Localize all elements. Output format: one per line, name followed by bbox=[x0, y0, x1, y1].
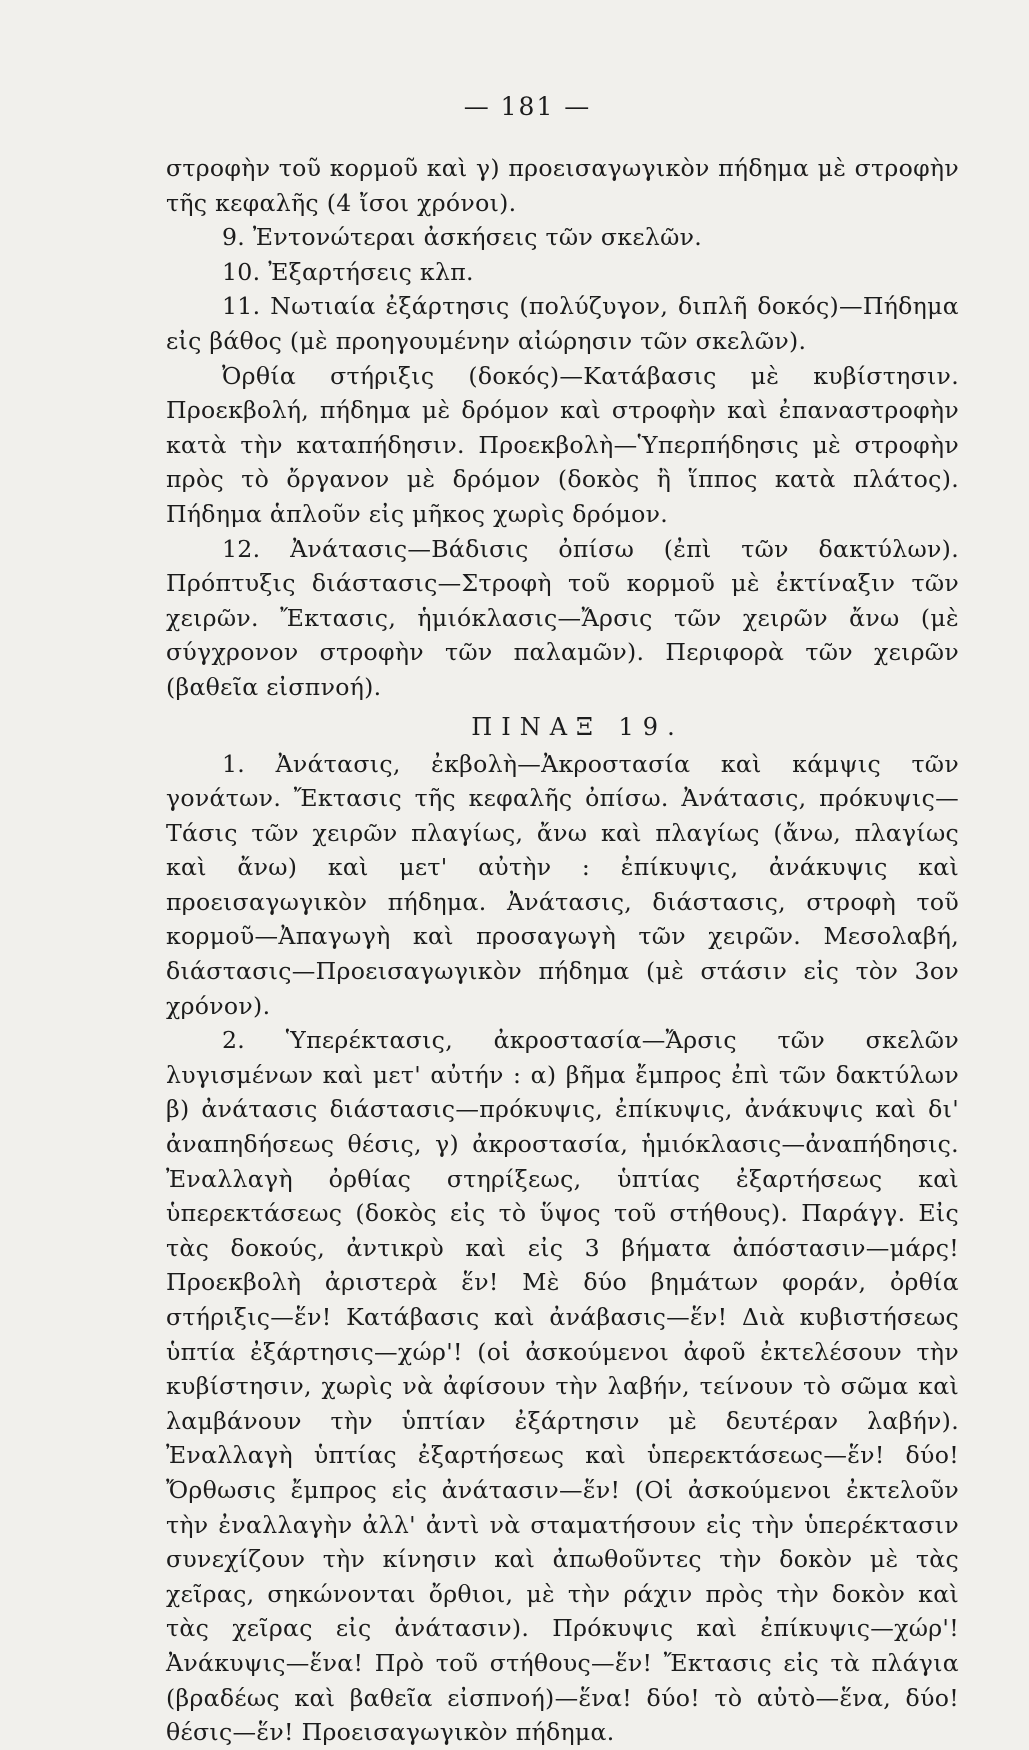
paragraph-item-11: 11. Νωτιαία ἐξάρτησις (πολύζυγον, διπλῆ δοκός)—Πήδημα εἰς βάθος (μὲ προηγουμένην αἰώρησιν τῶν σκελῶν). bbox=[166, 292, 959, 355]
table-heading: ΠΙΝΑΞ 19. bbox=[471, 712, 684, 741]
paragraph-item-12: 12. Ἀνάτασις—Βάδισις ὀπίσω (ἐπὶ τῶν δακτύλων). Πρόπτυξις διάστασις—Στροφὴ τοῦ κορμοῦ μὲ ἐκτίναξιν τῶν χειρῶν. Ἔκτασις, ἡμιόκλασις—Ἄρσις τῶν χειρῶν ἄνω (μὲ σύγχρονον στροφὴν τῶν παλαμῶν). Περιφορὰ τῶν χειρῶν (βαθεῖα εἰσπνοή). bbox=[166, 534, 959, 701]
paragraph-table-item-2: 2. Ὑπερέκτασις, ἀκροστασία—Ἄρσις τῶν σκελῶν λυγισμένων καὶ μετ' αὐτήν : α) βῆμα ἔμπρος ἐπὶ τῶν δακτύλων β) ἀνάτασις διάστασις—πρόκυψις, ἐπίκυψις, ἀνάκυψις καὶ δι' ἀναπηδήσεως θέσις, γ) ἀκροστασία, ἡμιόκλασις—ἀναπήδησις. Ἐναλλαγὴ ὀρθίας στηρίξεως, ὑπτίας ἐξαρτήσεως καὶ ὑπερεκτάσεως (δοκὸς εἰς τὸ ὕψος τοῦ στήθους). Παράγγ. Εἰς τὰς δοκούς, ἀντικρὺ καὶ εἰς 3 βήματα ἀπόστασιν—μάρς! Προεκβολὴ ἀριστερὰ ἕν! Μὲ δύο βημάτων φοράν, ὀρθία στήριξις—ἕν! Κατάβασις καὶ ἀνάβασις—ἕν! Διὰ κυβιστήσεως ὑπτία ἐξάρτησις—χώρ'! (οἱ ἀσκούμενοι ἀφοῦ ἐκτελέσουν τὴν κυβίστησιν, χωρὶς νὰ ἀφίσουν τὴν λαβήν, τείνουν τὸ σῶμα καὶ λαμβάνουν τὴν ὑπτίαν ἐξάρτησιν μὲ δευτέραν λαβήν). Ἐναλλαγὴ ὑπτίας ἐξαρτήσεως καὶ ὑπερεκτάσεως—ἕν! δύο! Ὄρθωσις ἔμπρος εἰς ἀνάτασιν—ἕν! (Οἱ ἀσκούμενοι ἐκτελοῦν τὴν ἐναλλαγὴν ἀλλ' ἀντὶ νὰ σταματήσουν εἰς τὴν ὑπερέκτασιν συνεχίζουν τὴν κίνησιν καὶ ἀπωθοῦντες τὴν δοκὸν μὲ τὰς χεῖρας, σηκώνονται ὄρθιοι, μὲ τὴν ράχιν πρὸς τὴν δοκὸν καὶ τὰς χεῖρας εἰς ἀνάτασιν). Πρόκυψις καὶ ἐπίκυψις—χώρ'! Ἀνάκυψις—ἕνα! Πρὸ τοῦ στήθους—ἕν! Ἔκτασις εἰς τὰ πλάγια (βραδέως καὶ βαθεῖα εἰσπνοή)—ἕνα! δύο! τὸ αὐτὸ—ἕνα, δύο! θέσις—ἕν! Προεισαγωγικὸν πήδημα. bbox=[166, 1026, 959, 1747]
paragraph-item-10: 10. Ἐξαρτήσεις κλπ. bbox=[222, 257, 474, 286]
paragraph-continuation: στροφὴν τοῦ κορμοῦ καὶ γ) προεισαγωγικὸν πήδημα μὲ στροφὴν τῆς κεφαλῆς (4 ἴσοι χρόνοι). bbox=[166, 154, 959, 217]
page-number: — 181 — bbox=[463, 92, 592, 121]
paragraph-orthia-stirixis: Ὀρθία στήριξις (δοκός)—Κατάβασις μὲ κυβίστησιν. Προεκβολή, πήδημα μὲ δρόμον καὶ στροφὴν καὶ ἐπαναστροφὴν κατὰ τὴν καταπήδησιν. Προεκβολὴ—Ὑπερπήδησις μὲ στροφὴν πρὸς τὸ ὄργανον μὲ δρόμον (δοκὸς ἢ ἵππος κατὰ πλάτος). Πήδημα ἁπλοῦν εἰς μῆκος χωρὶς δρόμον. bbox=[166, 361, 959, 528]
paragraph-item-9: 9. Ἐντονώτεραι ἀσκήσεις τῶν σκελῶν. bbox=[222, 223, 703, 252]
paragraph-table-item-1: 1. Ἀνάτασις, ἐκβολὴ—Ἀκροστασία καὶ κάμψις τῶν γονάτων. Ἔκτασις τῆς κεφαλῆς ὀπίσω. Ἀνάτασις, πρόκυψις—Τάσις τῶν χειρῶν πλαγίως, ἄνω καὶ πλαγίως (ἄνω, πλαγίως καὶ ἄνω) καὶ μετ' αὐτὴν : ἐπίκυψις, ἀνάκυψις καὶ προεισαγωγικὸν πήδημα. Ἀνάτασις, διάστασις, στροφὴ τοῦ κορμοῦ—Ἀπαγωγὴ καὶ προσαγωγὴ τῶν χειρῶν. Μεσολαβή, διάστασις—Προεισαγωγικὸν πήδημα (μὲ στάσιν εἰς τὸν 3ον χρόνον). bbox=[166, 749, 959, 1020]
section-table-19 bbox=[166, 747, 959, 1750]
section-before-table bbox=[166, 151, 959, 705]
